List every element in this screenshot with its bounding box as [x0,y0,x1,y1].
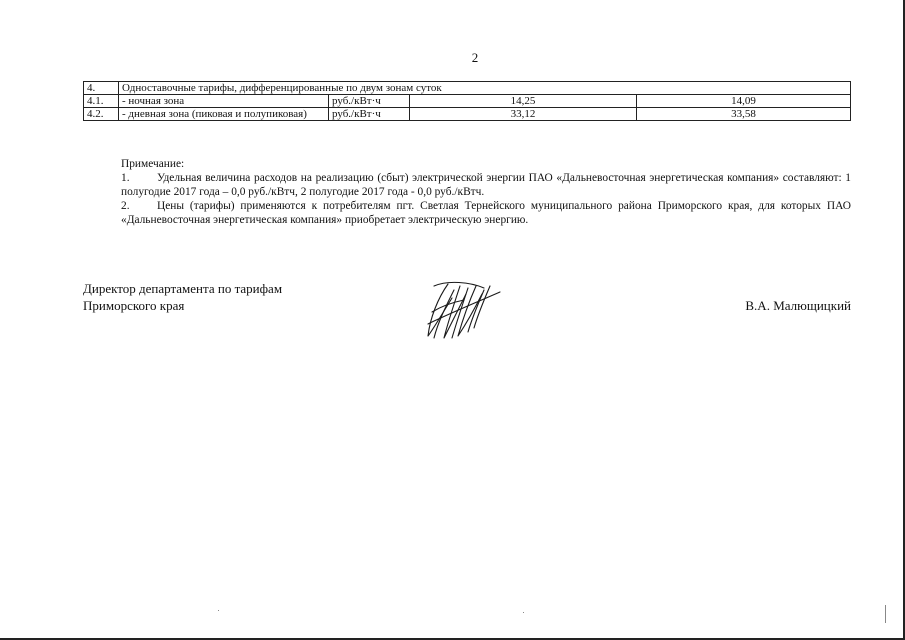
signatory-position [83,280,282,314]
note-item-2 [83,199,851,227]
notes-section [83,157,851,227]
note-text: Цены (тарифы) применяются к потребителям пгт. Светлая Тернейского муниципального района Приморского края, для которых ПАО «Дальневосточная энергетическая компания» приобретает электрическую энергию. [121,200,851,226]
row-unit: руб./кВт·ч [329,108,410,121]
tariff-table [83,81,851,121]
row-value-second-half: 14,09 [637,95,851,108]
row-value-first-half: 33,12 [410,108,637,121]
table-row-4-2 [84,108,851,121]
note-item-1 [83,171,851,199]
row-value-second-half: 33,58 [637,108,851,121]
scan-speck [218,610,219,611]
row-name: Одноставочные тарифы, дифференцированные по двум зонам суток [119,82,851,95]
table-row-4 [84,82,851,95]
note-number: 2. [121,200,130,212]
table-row-4-1 [84,95,851,108]
scan-speck [885,605,886,623]
position-line-2: Приморского края [83,298,185,313]
note-text: Удельная величина расходов на реализацию (сбыт) электрической энергии ПАО «Дальневосточная энергетическая компания» составляют: 1 полугодие 2017 года – 0,0 руб./кВтч, 2 полугодие 2017 года - 0,0 руб./кВтч. [121,172,851,198]
note-number: 1. [121,172,130,184]
handwritten-signature [424,276,504,342]
row-name: - дневная зона (пиковая и полупиковая) [119,108,329,121]
signatory-name: В.А. Малющицкий [745,298,851,313]
row-unit: руб./кВт·ч [329,95,410,108]
row-name: - ночная зона [119,95,329,108]
row-number: 4.1. [84,95,119,108]
page-number: 2 [471,50,479,65]
row-number: 4.2. [84,108,119,121]
notes-title: Примечание: [121,158,185,170]
scan-speck [523,612,524,613]
position-line-1: Директор департамента по тарифам [83,281,283,296]
row-value-first-half: 14,25 [410,95,637,108]
row-number: 4. [84,82,119,95]
